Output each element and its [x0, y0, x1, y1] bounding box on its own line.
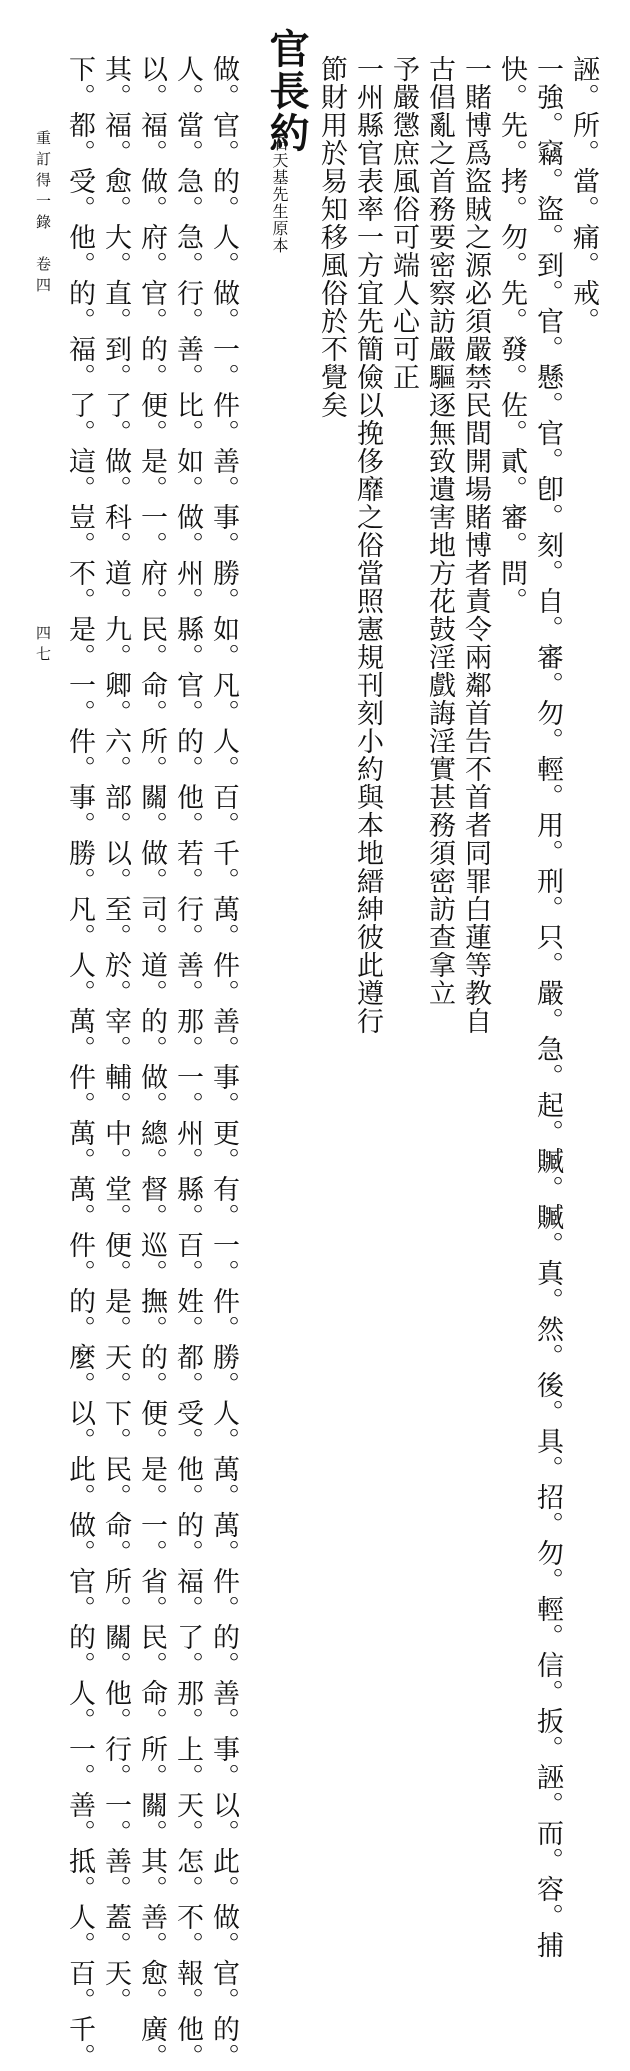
- prev-line-5: 古倡亂之首務要密察訪嚴驅逐無致遺害地方花鼓淫戲誨淫實甚務須密訪查拿立: [424, 55, 455, 1007]
- prev-line-1: 誣。所。當。痛。戒。: [568, 55, 599, 335]
- prev-line-6: 予嚴懲庶風俗可端人心可正: [388, 55, 419, 391]
- section-title: 官長約: [263, 28, 310, 154]
- prev-line-4: 一賭博爲盜賊之源必須嚴禁民間開場賭博者責令兩鄰首告不首者同罪白蓮等教自: [460, 55, 491, 1035]
- prev-line-7: 一州縣官表率一方宜先簡儉以挽侈靡之俗當照憲規刊刻小約與本地縉紳彼此遵行: [352, 55, 383, 1035]
- section-author: 石天基先生原本: [270, 135, 289, 254]
- body-line-3: 以。福。做。府。官。的。便。是。一。府。民。命。所。關。做。司。道。的。做。總。督。巡。撫。的。便。是。一。省。民。命。所。關。其。善。愈。廣。: [136, 55, 167, 2071]
- page-number: 四七: [34, 625, 52, 667]
- body-line-2: 人。當。急。急。行。善。比。如。做。州。縣。官。的。他。若。行。善。那。一。州。縣。百。姓。都。受。他。的。福。了。那。上。天。怎。不。報。他。: [172, 55, 203, 2071]
- body-line-4: 其。福。愈。大。直。到。了。做。科。道。九。卿。六。部。以。至。於。宰。輔。中。堂。便。是。天。下。民。命。所。關。他。行。一。善。蓋。天。: [100, 55, 131, 2015]
- prev-line-2: 一強。竊。盜。到。官。懸。官。卽。刻。自。審。勿。輕。用。刑。只。嚴。急。起。贓。贓。真。然。後。具。招。勿。輕。信。扳。誣。而。容。捕: [532, 55, 563, 1959]
- running-header: 重訂得一錄 卷四: [34, 130, 52, 298]
- body-line-1: 做。官。的。人。做。一。件。善。事。勝。如。凡。人。百。千。萬。件。善。事。更。有。一。件。勝。人。萬。萬。件。的。善。事。以。此。做。官。的。: [208, 55, 239, 2071]
- prev-line-3: 快。先。拷。勿。先。發。佐。貳。審。問。: [496, 55, 527, 615]
- prev-line-8: 節財用於易知移風俗於不覺矣: [316, 55, 347, 419]
- body-line-5: 下。都。受。他。的。福。了。這。豈。不。是。一。件。事。勝。凡。人。萬。件。萬。萬。件。的。麼。以。此。做。官。的。人。一。善。抵。人。百。千。: [64, 55, 95, 2071]
